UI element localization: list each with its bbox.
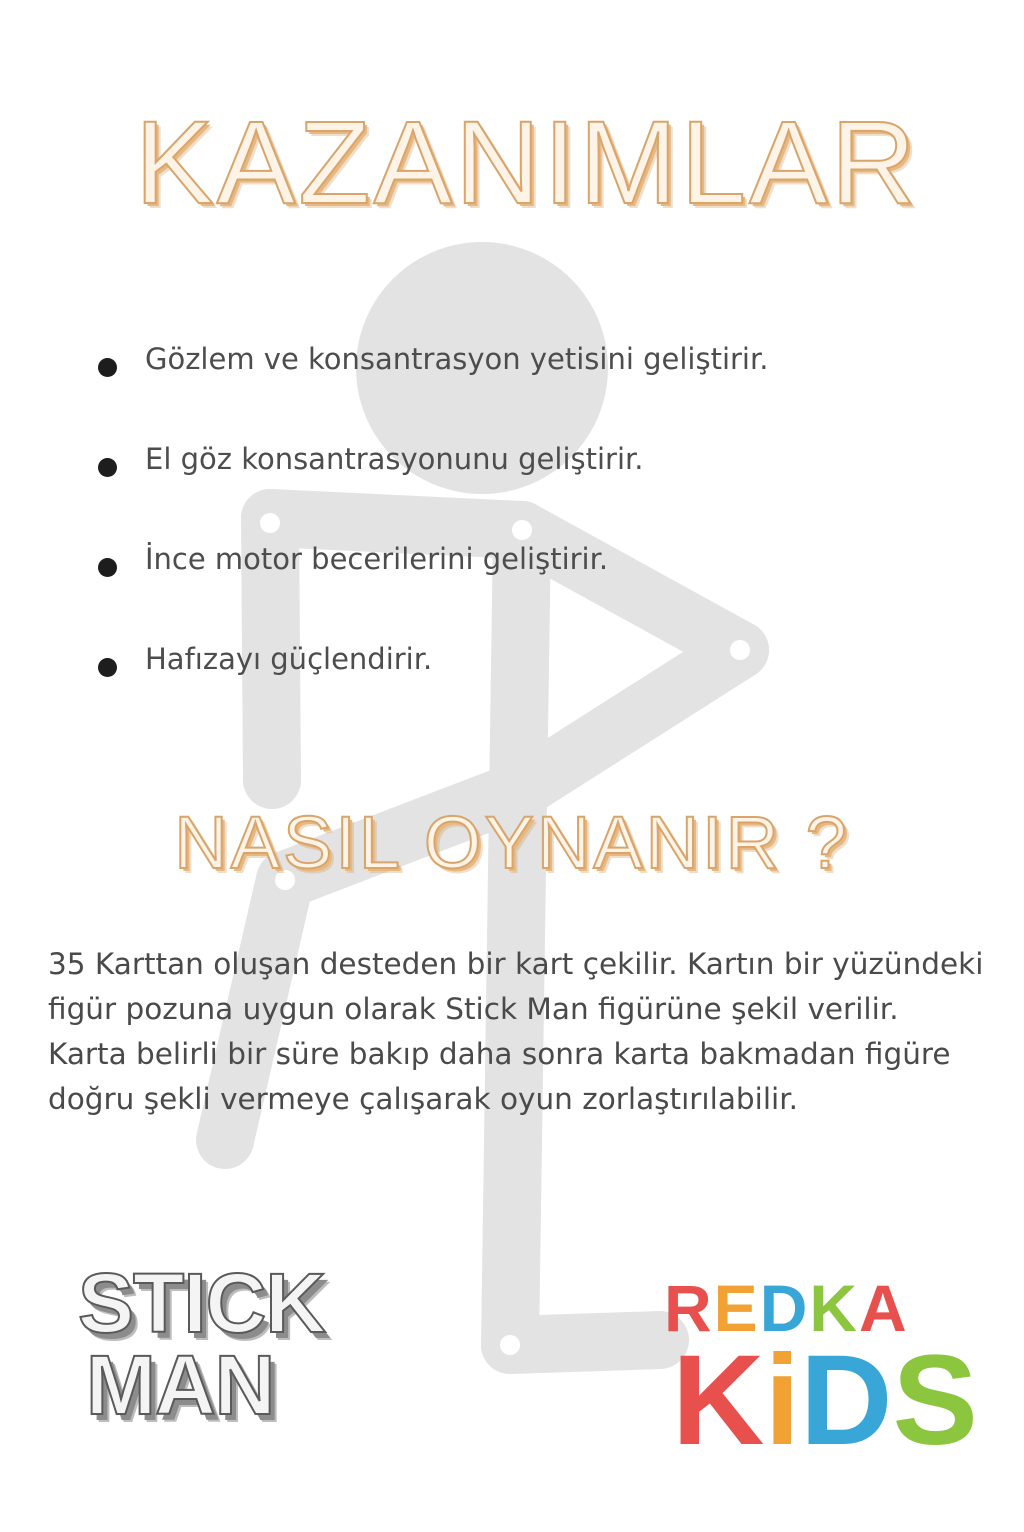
- figure-joint: [500, 1335, 520, 1355]
- logo-letter: E: [713, 1271, 760, 1345]
- list-item: [98, 438, 768, 538]
- logo-letter: K: [809, 1271, 860, 1345]
- benefit-text: Hafızayı güçlendirir.: [145, 642, 433, 676]
- logo-letter: K: [672, 1329, 765, 1472]
- logo-line: MAN: [86, 1338, 275, 1432]
- redka-kids-logo: [664, 1271, 978, 1472]
- list-item: [98, 638, 768, 738]
- benefit-text: El göz konsantrasyonunu geliştirir.: [145, 442, 644, 476]
- figure-foot-right: [510, 1340, 660, 1345]
- benefit-text: İnce motor becerilerini geliştirir.: [145, 542, 609, 576]
- bullet-icon: [98, 658, 117, 677]
- benefit-text: Gözlem ve konsantrasyon yetisini geliştirir.: [145, 342, 769, 376]
- list-item: [98, 338, 768, 438]
- list-item: [98, 538, 768, 638]
- paragraph-line: figür pozuna uygun olarak Stick Man figürüne şekil verilir.: [48, 992, 899, 1026]
- bullet-icon: [98, 358, 117, 377]
- stick-man-logo: [78, 1256, 325, 1432]
- bullet-icon: [98, 458, 117, 477]
- logo-letter: S: [892, 1329, 978, 1472]
- paragraph-line: doğru şekli vermeye çalışarak oyun zorlaştırılabilir.: [48, 1082, 799, 1116]
- paragraph-line: Karta belirli bir süre bakıp daha sonra karta bakmadan figüre: [48, 1037, 951, 1071]
- logo-line: STICK: [78, 1256, 325, 1350]
- brand-name-bottom: [672, 1329, 978, 1472]
- bullet-icon: [98, 558, 117, 577]
- logo-letter: D: [800, 1329, 893, 1472]
- logo-letter: A: [859, 1271, 909, 1345]
- logo-letter: i: [764, 1329, 800, 1472]
- howto-paragraph: [48, 942, 988, 1122]
- section-title: NASIL OYNANIR ?: [174, 801, 850, 884]
- logo-letter: D: [759, 1271, 810, 1345]
- paragraph-line: 35 Karttan oluşan desteden bir kart çekilir. Kartın bir yüzündeki: [48, 947, 984, 981]
- logo-letter: R: [664, 1271, 714, 1345]
- benefits-list: [98, 338, 768, 738]
- page-title: KAZANIMLAR: [134, 97, 920, 229]
